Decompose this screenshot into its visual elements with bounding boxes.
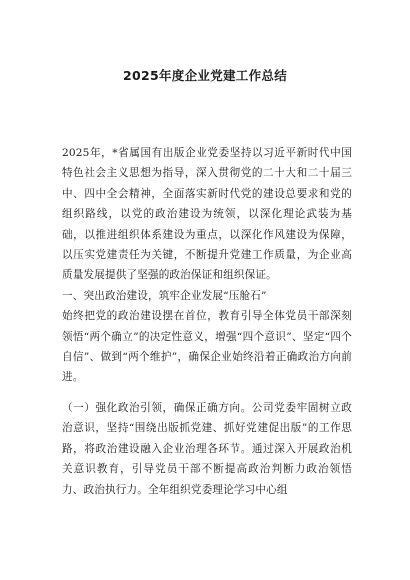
subsection-paragraph: （一）强化政治引领，确保正确方向。公司党委牢固树立政治意识，坚持“围绕出版抓党建、抓好党建促出版”的工作思路，将政治建设融入企业治理各环节。通过深入开展政治机关意识教育，引导党员干部不断提高政治判断力政治领悟力、政治执行力。全年组织党委理论学习中心组 <box>62 401 352 496</box>
section-paragraph: 始终把党的政治建设摆在首位，教育引导全体党员干部深刻领悟“两个确立”的决定性意义，增强“四个意识”、坚定“四个自信”、做到“两个维护”，确保企业始终沿着正确政治方向前进。 <box>62 310 352 384</box>
document-title: 2025年度企业党建工作总结 <box>123 68 287 83</box>
intro-paragraph: 2025年，*省属国有出版企业党委坚持以习近平新时代中国特色社会主义思想为指导，深入贯彻党的二十大和二十届三中、四中全会精神，全面落实新时代党的建设总要求和党的组织路线，以党的政治建设为统领，以深化理论武装为基础，以推进组织体系建设为重点，以深化作风建设为保障，以压实党建责任为关键，不断提升党建工作质量，为企业高质量发展提供了坚强的政治保证和组织保证。 <box>62 147 352 282</box>
document-body <box>62 143 352 500</box>
paragraph-gap <box>62 388 352 398</box>
section-heading: 一、突出政治建设，筑牢企业发展“压舱石” <box>62 289 267 302</box>
